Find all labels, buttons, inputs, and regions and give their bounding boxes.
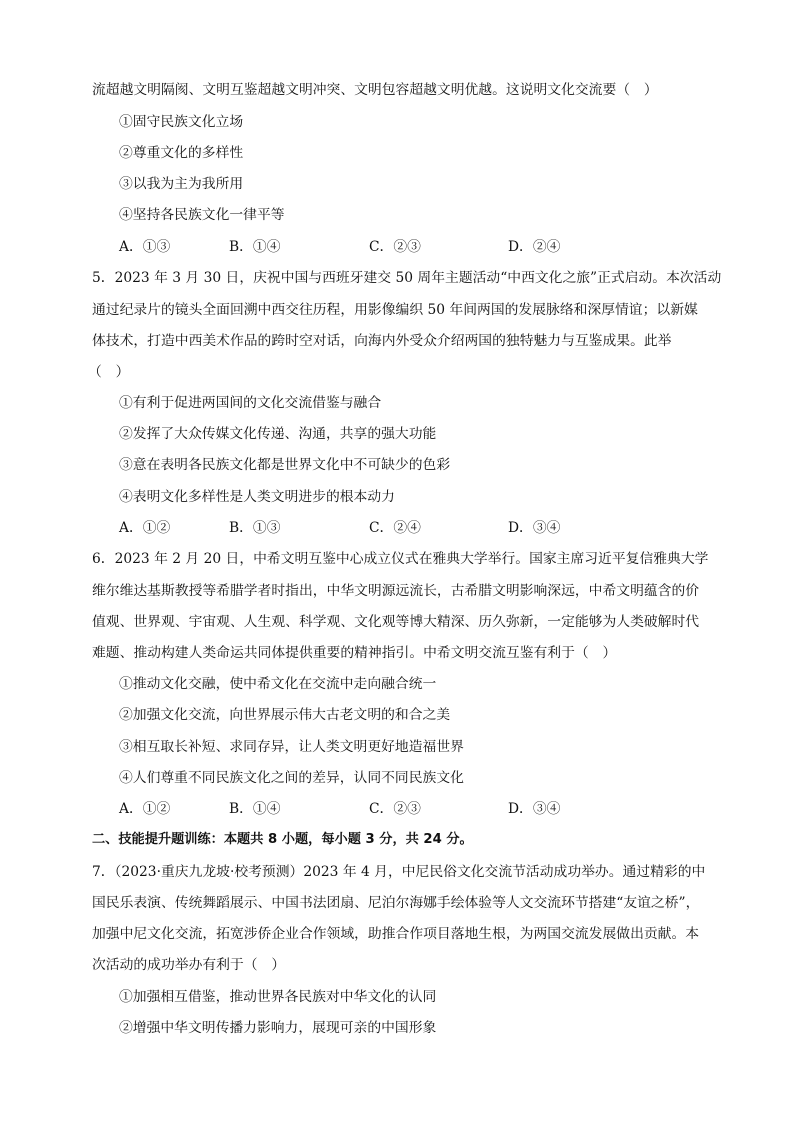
q7-option-2: ②增强中华文明传播力影响力，展现可亲的中国形象 <box>119 1020 437 1036</box>
q6-choice-b[interactable]: B．①④ <box>229 801 281 817</box>
q5-choice-b[interactable]: B．①③ <box>229 520 281 536</box>
q4-option-4: ④坚持各民族文化一律平等 <box>119 207 285 223</box>
q6-choice-c[interactable]: C．②③ <box>369 801 421 817</box>
q5-option-4: ④表明文化多样性是人类文明进步的根本动力 <box>119 489 395 505</box>
q4-option-2: ②尊重文化的多样性 <box>119 145 244 161</box>
q6-stem-line-2: 维尔维达基斯教授等希腊学者时指出，中华文明源远流长，古希腊文明影响深远，中希文明蕴含的价 <box>92 583 700 599</box>
q5-option-3: ③意在表明各民族文化都是世界文化中不可缺少的色彩 <box>119 457 451 473</box>
q7-stem-line-3: 加强中尼文化交流，拓宽涉侨企业合作领域，助推合作项目落地生根，为两国交流发展做出贡献。本 <box>92 926 700 942</box>
q7-stem-line-1: 7．（2023·重庆九龙坡·校考预测）2023 年 4 月，中尼民俗文化交流节活动成功举办。通过精彩的中 <box>92 864 706 880</box>
q6-stem-line-3: 值观、世界观、宇宙观、人生观、科学观、文化观等博大精深、历久弥新，一定能够为人类破解时代 <box>92 614 700 630</box>
q4-choice-d[interactable]: D．②④ <box>508 239 561 255</box>
q5-option-1: ①有利于促进两国间的文化交流借鉴与融合 <box>119 395 382 411</box>
q5-stem-line-2: 通过纪录片的镜头全面回溯中西交往历程，用影像编织 50 年间两国的发展脉络和深厚情谊；以新媒 <box>92 302 698 318</box>
q5-stem-line-3: 体技术，打造中西美术作品的跨时空对话，向海内外受众介绍两国的独特魅力与互鉴成果。此举 <box>92 333 672 349</box>
q5-choice-a[interactable]: A．①② <box>119 520 171 536</box>
q5-option-2: ②发挥了大众传媒文化传递、沟通，共享的强大功能 <box>119 426 437 442</box>
q5-stem-line-1: 5．2023 年 3 月 30 日，庆祝中国与西班牙建交 50 周年主题活动“中西文化之旅”正式启动。本次活动 <box>92 270 722 286</box>
q6-option-4: ④人们尊重不同民族文化之间的差异，认同不同民族文化 <box>119 770 464 786</box>
section-heading: 二、技能提升题训练：本题共 8 小题，每小题 3 分，共 24 分。 <box>92 832 473 847</box>
q4-choice-c[interactable]: C．②③ <box>369 239 421 255</box>
q5-stem-line-4: （ ） <box>88 364 130 380</box>
q6-option-2: ②加强文化交流，向世界展示伟大古老文明的和合之美 <box>119 707 451 723</box>
q6-stem-line-1: 6．2023 年 2 月 20 日，中希文明互鉴中心成立仪式在雅典大学举行。国家主席习近平复信雅典大学 <box>92 551 709 567</box>
q6-choice-a[interactable]: A．①② <box>119 801 171 817</box>
q6-stem-line-4: 难题、推动构建人类命运共同体提供重要的精神指引。中希文明交流互鉴有利于（ ） <box>92 645 617 661</box>
q4-option-1: ①固守民族文化立场 <box>119 114 244 130</box>
q5-choice-d[interactable]: D．③④ <box>508 520 561 536</box>
q6-option-1: ①推动文化交融，使中希文化在交流中走向融合统一 <box>119 676 437 692</box>
q7-option-1: ①加强相互借鉴，推动世界各民族对中华文化的认同 <box>119 989 437 1005</box>
q4-option-3: ③以我为主为我所用 <box>119 176 244 192</box>
q4-choice-b[interactable]: B．①④ <box>229 239 281 255</box>
q7-stem-line-4: 次活动的成功举办有利于（ ） <box>92 957 286 973</box>
q6-choice-d[interactable]: D．③④ <box>508 801 561 817</box>
q5-choice-c[interactable]: C．②④ <box>369 520 421 536</box>
question-4-stem: 流超越文明隔阂、文明互鉴超越文明冲突、文明包容超越文明优越。这说明文化交流要（ ） <box>92 82 658 98</box>
q4-choice-a[interactable]: A．①③ <box>119 239 171 255</box>
q6-option-3: ③相互取长补短、求同存异，让人类文明更好地造福世界 <box>119 739 464 755</box>
q7-stem-line-2: 国民乐表演、传统舞蹈展示、中国书法团扇、尼泊尔海娜手绘体验等人文交流环节搭建“友谊之桥”， <box>92 895 700 911</box>
